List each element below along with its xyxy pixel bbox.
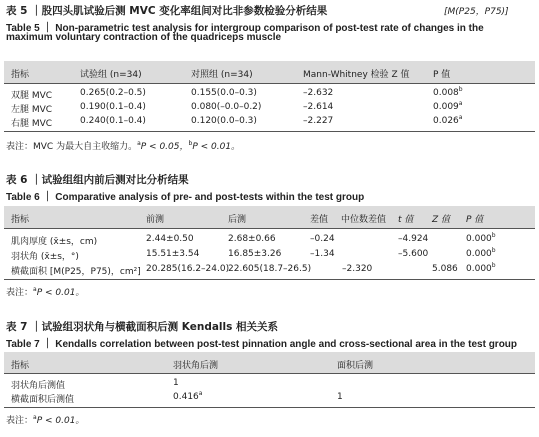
table7-cell-pinnation: 0.416$^a$ [173, 390, 203, 402]
table6-cell-median-diff: –2.320 [342, 264, 373, 274]
table6-header-post: 后测 [228, 215, 247, 225]
table7-bottom-rule [4, 407, 535, 408]
table5-header-z-value: Mann-Whitney 检验 Z 值 [303, 70, 410, 80]
table5-cell-indicator: 左腿 MVC [11, 105, 53, 115]
table6-cell-indicator: 横截面积 [M(P25，P75)，cm²] [11, 267, 141, 277]
table5-cell-indicator: 双腿 MVC [11, 91, 53, 101]
table6-cell-z: 5.086 [432, 264, 458, 274]
table6-cell-post: 2.68±0.66 [228, 234, 276, 244]
table6-caption-en: Table 6 ｜ Comparative analysis of pre- and post-tests within the test group [6, 192, 365, 203]
table7-cell-area: 1 [337, 392, 343, 402]
table5-cell-z: –2.614 [303, 102, 334, 112]
table7-header-pinnation: 羽状角后测 [173, 361, 219, 371]
table7-cell-indicator: 横截面积后测值 [11, 395, 75, 405]
table5-footnote: 表注：MVC 为最大自主收缩力。$^a$P < 0.05，$^b$P < 0.01。 [6, 140, 241, 152]
table5-caption-en-line2: maximum voluntary contraction of the quadriceps muscle [6, 32, 282, 43]
table6-header-p: P 值 [466, 215, 484, 225]
table7-cell-pinnation: 1 [173, 378, 179, 388]
table6-header-band [4, 206, 535, 228]
table5-cell-test: 0.265(0.2–0.5) [80, 88, 146, 98]
table6-cell-pre: 15.51±3.54 [146, 249, 200, 259]
table5-header-indicator: 指标 [11, 70, 30, 80]
table5-cell-z: –2.227 [303, 116, 334, 126]
table6-footnote: 表注：$^a$P < 0.01。 [6, 286, 85, 298]
table5-cell-z: –2.632 [303, 88, 334, 98]
table6-cell-indicator: 肌肉厚度 (x̄±s，cm) [11, 237, 98, 247]
table6-cell-p: 0.000$^b$ [466, 262, 496, 274]
table5-header-control-group: 对照组 (n=34) [191, 70, 253, 80]
table5-caption-cn: 表 5 ｜股四头肌试验后测 MVC 变化率组间对比非参数检验分析结果 [6, 5, 328, 17]
table7-cell-indicator: 羽状角后测值 [11, 381, 66, 391]
table5-cell-p: 0.008$^b$ [433, 86, 463, 98]
table5-cell-test: 0.240(0.1–0.4) [80, 116, 146, 126]
table6-cell-post: 16.85±3.26 [228, 249, 282, 259]
table7-caption-cn: 表 7 ｜试验组羽状角与横截面积后测 Kendalls 相关关系 [6, 321, 279, 333]
table6-cell-diff: –1.34 [310, 249, 335, 259]
table5-header-rule [4, 83, 535, 84]
table7-header-rule [4, 373, 535, 374]
table7-caption-en: Table 7 ｜ Kendalls correlation between post-test pinnation angle and cross-sectional area in the test group [6, 339, 518, 350]
table5-cell-control: 0.155(0.0–0.3) [191, 88, 257, 98]
table6-cell-t: –4.924 [398, 234, 429, 244]
table6-cell-diff: –0.24 [310, 234, 335, 244]
table6-cell-pre: 20.285(16.2–24.0) [146, 264, 230, 274]
table6-cell-indicator: 羽状角 (x̄±s，°) [11, 252, 79, 262]
table5-caption-en-line1: Table 5 ｜ Non-parametric test analysis for intergroup comparison of post-test rate of changes in the [6, 23, 484, 34]
table5-header-test-group: 试验组 (n=34) [80, 70, 142, 80]
table6-cell-t: –5.600 [398, 249, 429, 259]
table5-header-p-value: P 值 [433, 70, 451, 80]
table6-header-diff: 差值 [310, 215, 329, 225]
table7-header-area: 面积后测 [337, 361, 374, 371]
table5-cell-p: 0.026$^a$ [433, 114, 463, 126]
table6-header-z: Z 值 [432, 215, 451, 225]
table5-cell-indicator: 右腿 MVC [11, 119, 53, 129]
table6-bottom-rule [4, 279, 535, 280]
table6-header-indicator: 指标 [11, 215, 30, 225]
table5-caption-stat-format: [M(P25，P75)] [444, 7, 509, 17]
table7-header-band [4, 352, 535, 373]
table6-cell-p: 0.000$^b$ [466, 247, 496, 259]
table7-header-indicator: 指标 [11, 361, 30, 371]
table6-cell-pre: 2.44±0.50 [146, 234, 194, 244]
table5-cell-test: 0.190(0.1–0.4) [80, 102, 146, 112]
table6-header-pre: 前测 [146, 215, 165, 225]
table5-bottom-rule [4, 131, 535, 132]
table7-footnote: 表注：$^a$P < 0.01。 [6, 414, 85, 426]
table5-cell-p: 0.009$^a$ [433, 100, 463, 112]
table6-caption-cn: 表 6 ｜试验组组内前后测对比分析结果 [6, 174, 189, 186]
table5-cell-control: 0.120(0.0–0.3) [191, 116, 257, 126]
table6-header-t: t 值 [398, 215, 414, 225]
table5-cell-control: 0.080(–0.0–0.2) [191, 102, 262, 112]
table6-cell-p: 0.000$^b$ [466, 232, 496, 244]
table6-header-median-diff: 中位数差值 [341, 215, 387, 225]
table6-header-rule [4, 228, 535, 229]
table6-cell-post: 22.605(18.7–26.5) [228, 264, 312, 274]
